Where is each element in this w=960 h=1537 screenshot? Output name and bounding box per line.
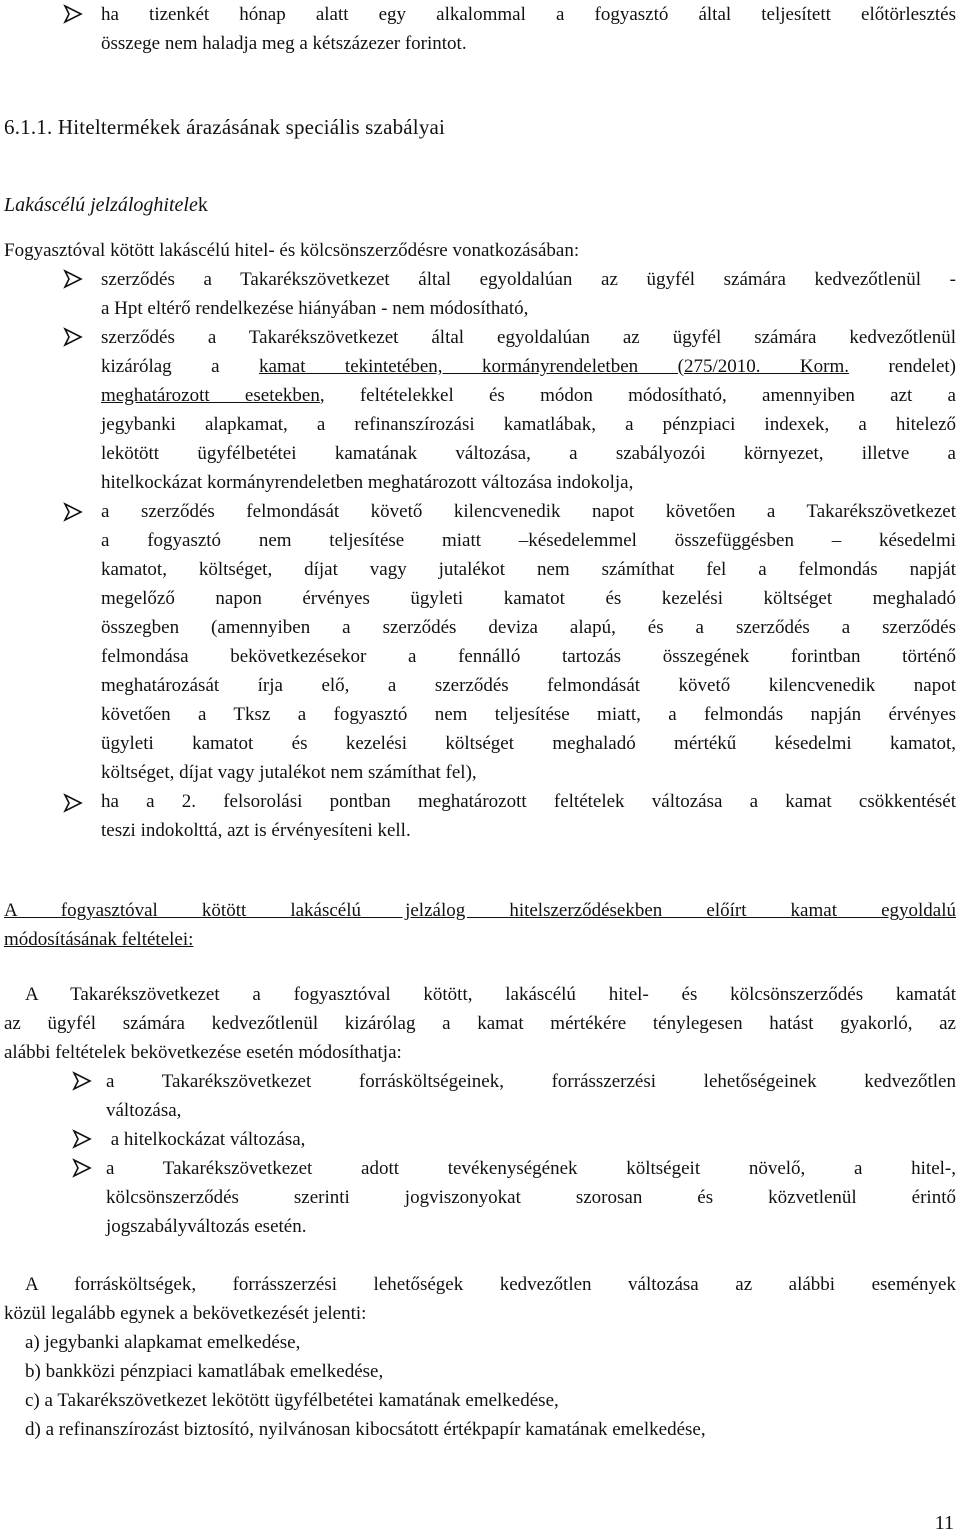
- bullet-line: teszi indokolttá, azt is érvényesíteni kell.: [101, 820, 411, 841]
- list-item: d) a refinanszírozást biztosító, nyilvánosan kibocsátott értékpapír kamatának emelkedése,: [25, 1419, 706, 1440]
- bullet-line: kamatot, költséget, díjat vagy jutalékot nem számíthat fel a felmondás napját: [101, 559, 956, 580]
- bullet-line: jogszabályváltozás esetén.: [106, 1216, 307, 1237]
- bullet-line: változása,: [106, 1100, 182, 1121]
- bullet-prepayment: [101, 0, 956, 58]
- bullet-line: kölcsönszerződés szerinti jogviszonyokat szorosan és közvetlenül érintő: [106, 1187, 956, 1208]
- subtitle: [4, 191, 208, 220]
- section-title: Hiteltermékek árazásának speciális szabályai: [57, 115, 446, 139]
- subtitle-tail: k: [197, 194, 208, 216]
- arrowhead-bullet-icon: [63, 327, 83, 347]
- arrowhead-bullet-icon: [63, 269, 83, 289]
- subtitle-italic: Lakáscélú jelzáloghitele: [4, 194, 198, 216]
- bullet-line: lekötött ügyfélbetétei kamatának változása, a szabályozói környezet, illetve a: [101, 443, 956, 464]
- bullet-line: ügyleti kamatot és kezelési költséget meghaladó mértékű késedelmi kamatot,: [101, 733, 956, 754]
- bullet-line: jegybanki alapkamat, a refinanszírozási kamatlábak, a pénzpiaci indexek, a hitelező: [101, 414, 956, 435]
- heading-line: módosításának feltételei:: [4, 929, 194, 950]
- bullet-credit-risk: [106, 1125, 956, 1154]
- bullet-decrease: [101, 787, 956, 845]
- paragraph-line: A Takarékszövetkezet a fogyasztóval kötött, lakáscélú hitel- és kölcsönszerződés kamatát: [25, 984, 956, 1005]
- section-number: 6.1.1.: [4, 115, 53, 139]
- paragraph-line: A forrásköltségek, forrásszerzési lehetőségek kedvezőtlen változása az alábbi események: [25, 1274, 956, 1295]
- text-run: , feltételekkel és módon módosítható, amennyiben azt a: [319, 385, 956, 406]
- bullet-line: meghatározását írja elő, a szerződés felmondását követő kilencvenedik napot: [101, 675, 956, 696]
- arrowhead-bullet-icon: [63, 4, 83, 24]
- arrowhead-bullet-icon: [72, 1129, 92, 1149]
- arrowhead-bullet-icon: [63, 502, 83, 522]
- list-item: b) bankközi pénzpiaci kamatlábak emelkedése,: [25, 1361, 384, 1382]
- bullet-line: szerződés a Takarékszövetkezet által egyoldalúan az ügyfél számára kedvezőtlenül: [101, 327, 956, 348]
- underlined-run: kamat tekintetében, kormányrendeletben (275/2010. Korm.: [259, 356, 850, 377]
- section-heading: [4, 115, 445, 140]
- bullet-line: a fogyasztó nem teljesítése miatt –késedelemmel összefüggésben – késedelmi: [101, 530, 956, 551]
- underlined-run: meghatározott esetekben: [101, 385, 320, 406]
- bullet-line: követően a Tksz a fogyasztó nem teljesítése miatt, a felmondás napján érvényes: [101, 704, 956, 725]
- text-run: rendelet): [849, 356, 956, 377]
- bullet-late-interest: [101, 497, 956, 787]
- bullet-line: [101, 381, 956, 410]
- bullet-line: a hitelkockázat változása,: [106, 1129, 306, 1150]
- bullet-funding-cost: [106, 1067, 956, 1125]
- bullet-line: szerződés a Takarékszövetkezet által egyoldalúan az ügyfél számára kedvezőtlenül -: [101, 269, 956, 290]
- bullet-line: hitelkockázat kormányrendeletben meghatározott változása indokolja,: [101, 472, 634, 493]
- bullet-line: megelőző napon érvényes ügyleti kamatot és kezelési költséget meghaladó: [101, 588, 956, 609]
- arrowhead-bullet-icon: [72, 1158, 92, 1178]
- bullet-line: a Hpt eltérő rendelkezése hiányában - nem módosítható,: [101, 298, 529, 319]
- lettered-list: [25, 1328, 706, 1444]
- bullet-line: ha a 2. felsorolási pontban meghatározott feltételek változása a kamat csökkentését: [101, 791, 956, 812]
- bullet-line: költséget, díjat vagy jutalékot nem számíthat fel),: [101, 762, 477, 783]
- paragraph-modification: [4, 980, 956, 1067]
- text-run: kizárólag a: [101, 356, 260, 377]
- arrowhead-bullet-icon: [63, 793, 83, 813]
- heading-line: A fogyasztóval kötött lakáscélú jelzálog hitelszerződésekben előírt kamat egyoldalú: [4, 900, 956, 921]
- paragraph-funding-events: [4, 1270, 956, 1328]
- bullet-interest-modification: [101, 323, 956, 497]
- bullet-line: a Takarékszövetkezet forrásköltségeinek, forrásszerzési lehetőségeinek kedvezőtlen: [106, 1071, 956, 1092]
- intro-text: Fogyasztóval kötött lakáscélú hitel- és kölcsönszerződésre vonatkozásában:: [4, 240, 580, 261]
- page-number: 11: [934, 1512, 954, 1534]
- arrowhead-bullet-icon: [72, 1071, 92, 1091]
- paragraph-line: közül legalább egynek a bekövetkezését jelenti:: [4, 1303, 367, 1324]
- bullet-legislation: [106, 1154, 956, 1241]
- paragraph-line: az ügyfél számára kedvezőtlenül kizárólag a kamat mértékére ténylegesen hatást gyakorló, az: [4, 1013, 956, 1034]
- list-item: c) a Takarékszövetkezet lekötött ügyfélbetétei kamatának emelkedése,: [25, 1390, 559, 1411]
- bullet-line: felmondása bekövetkezésekor a fennálló tartozás összegének forintban történő: [101, 646, 956, 667]
- bullet-line: [101, 352, 956, 381]
- bullet-line: összegben (amennyiben a szerződés deviza alapú, és a szerződés a szerződés: [101, 617, 956, 638]
- paragraph-line: alábbi feltételek bekövetkezése esetén módosíthatja:: [4, 1042, 402, 1063]
- bullet-line: ha tizenkét hónap alatt egy alkalommal a fogyasztó által teljesített előtörlesztés: [101, 4, 956, 25]
- bullet-line: a szerződés felmondását követő kilencvenedik napot követően a Takarékszövetkezet: [101, 501, 956, 522]
- list-item: a) jegybanki alapkamat emelkedése,: [25, 1332, 301, 1353]
- bullet-line: összege nem haladja meg a kétszázezer forintot.: [101, 33, 467, 54]
- bullet-line: a Takarékszövetkezet adott tevékenységének költségeit növelő, a hitel-,: [106, 1158, 956, 1179]
- conditions-heading: [4, 896, 956, 954]
- bullet-no-modification: [101, 265, 956, 323]
